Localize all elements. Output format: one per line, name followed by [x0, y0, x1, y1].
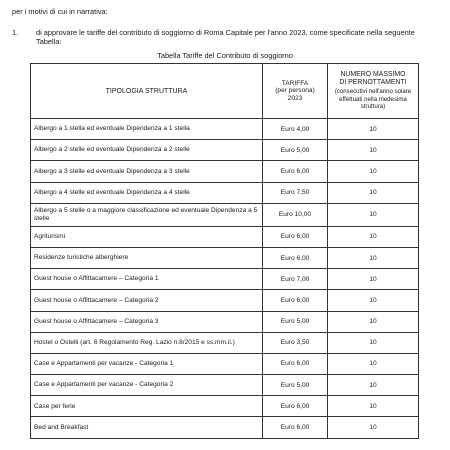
cell-tipologia: Case e Appartamenti per vacanze - Categoria 2 — [31, 375, 263, 396]
cell-tariffa: Euro 6,00 — [263, 353, 328, 374]
table-row — [31, 311, 419, 332]
cell-tipologia: Guest house o Affittacamere – Categoria 1 — [31, 269, 263, 290]
table-header-row — [31, 64, 419, 119]
intro-text: per i motivi di cui in narrativa: — [12, 7, 108, 16]
table-row — [31, 119, 419, 140]
cell-tipologia: Albergo a 1 stella ed eventuale Dipendenza a 1 stella — [31, 119, 263, 140]
header-tariffa-line3: 2023 — [287, 94, 303, 102]
cell-tipologia: Guest house o Affittacamere – Categoria 2 — [31, 290, 263, 311]
cell-max-nights: 10 — [328, 140, 419, 161]
point-number: 1. — [12, 28, 19, 37]
header-max-nights — [328, 64, 419, 119]
header-tipologia: TIPOLOGIA STRUTTURA — [31, 64, 263, 119]
cell-tipologia: Albergo a 3 stelle ed eventuale Dipendenza a 3 stelle — [31, 161, 263, 182]
cell-tipologia: Albergo a 5 stelle o a maggiore classificazione ed eventuale Dipendenza a 5 stelle — [31, 203, 263, 226]
header-max-line1: NUMERO MASSIMO — [340, 71, 406, 79]
cell-max-nights: 10 — [328, 161, 419, 182]
tariff-table — [30, 63, 419, 439]
table-row — [31, 226, 419, 247]
cell-max-nights: 10 — [328, 119, 419, 140]
cell-tariffa: Euro 6,00 — [263, 290, 328, 311]
cell-tariffa: Euro 6,00 — [263, 396, 328, 417]
cell-tipologia: Case e Appartamenti per vacanze - Categoria 1 — [31, 353, 263, 374]
cell-tipologia: Bed and Breakfast — [31, 417, 263, 438]
table-row — [31, 396, 419, 417]
cell-max-nights: 10 — [328, 417, 419, 438]
cell-tariffa: Euro 5,00 — [263, 311, 328, 332]
cell-tariffa: Euro 6,00 — [263, 161, 328, 182]
cell-max-nights: 10 — [328, 226, 419, 247]
cell-max-nights: 10 — [328, 290, 419, 311]
table-row — [31, 332, 419, 353]
table-row — [31, 140, 419, 161]
cell-max-nights: 10 — [328, 182, 419, 203]
cell-tipologia: Case per ferie — [31, 396, 263, 417]
table-caption: Tabella Tariffe del Contributo di soggiorno — [157, 51, 293, 60]
cell-tariffa: Euro 7,50 — [263, 182, 328, 203]
cell-tariffa: Euro 5,00 — [263, 375, 328, 396]
cell-max-nights: 10 — [328, 311, 419, 332]
cell-tariffa: Euro 10,00 — [263, 203, 328, 226]
header-tariffa-line2: (per persona) — [275, 87, 315, 95]
cell-max-nights: 10 — [328, 396, 419, 417]
header-tariffa-line1: TARIFFA — [281, 79, 309, 87]
point-text: di approvare le tariffe del contributo di soggiorno di Roma Capitale per l'anno 2023, come specificate nella seguente Tabella: — [36, 28, 415, 46]
table-row — [31, 203, 419, 226]
cell-max-nights: 10 — [328, 353, 419, 374]
table-row — [31, 417, 419, 438]
cell-tariffa: Euro 5,00 — [263, 140, 328, 161]
cell-max-nights: 10 — [328, 203, 419, 226]
cell-max-nights: 10 — [328, 375, 419, 396]
cell-tipologia: Albergo a 2 stelle ed eventuale Dipendenza a 2 stelle — [31, 140, 263, 161]
cell-tipologia: Albergo a 4 stelle ed eventuale Dipendenza a 4 stelle — [31, 182, 263, 203]
cell-tariffa: Euro 6,00 — [263, 417, 328, 438]
cell-tipologia: Agriturismi — [31, 226, 263, 247]
header-tariffa — [263, 64, 328, 119]
header-max-note: (consecutivi nell'anno solare effettuati nella medesima struttura) — [334, 88, 412, 111]
table-row — [31, 161, 419, 182]
table-row — [31, 353, 419, 374]
cell-tariffa: Euro 3,50 — [263, 332, 328, 353]
table-row — [31, 247, 419, 268]
cell-tariffa: Euro 6,00 — [263, 226, 328, 247]
table-row — [31, 290, 419, 311]
table-row — [31, 182, 419, 203]
cell-tariffa: Euro 7,00 — [263, 269, 328, 290]
cell-tariffa: Euro 6,00 — [263, 247, 328, 268]
cell-max-nights: 10 — [328, 269, 419, 290]
cell-max-nights: 10 — [328, 332, 419, 353]
cell-tipologia: Guest house o Affittacamere – Categoria 3 — [31, 311, 263, 332]
table-row — [31, 375, 419, 396]
table-row — [31, 269, 419, 290]
header-max-line2: DI PERNOTTAMENTI — [339, 78, 407, 86]
cell-tipologia: Hostel o Ostelli (art. 6 Regolamento Reg. Lazio n.8/2015 e ss.mm.ii.) — [31, 332, 263, 353]
cell-tariffa: Euro 4,00 — [263, 119, 328, 140]
cell-tipologia: Residenze turistiche alberghiere — [31, 247, 263, 268]
cell-max-nights: 10 — [328, 247, 419, 268]
